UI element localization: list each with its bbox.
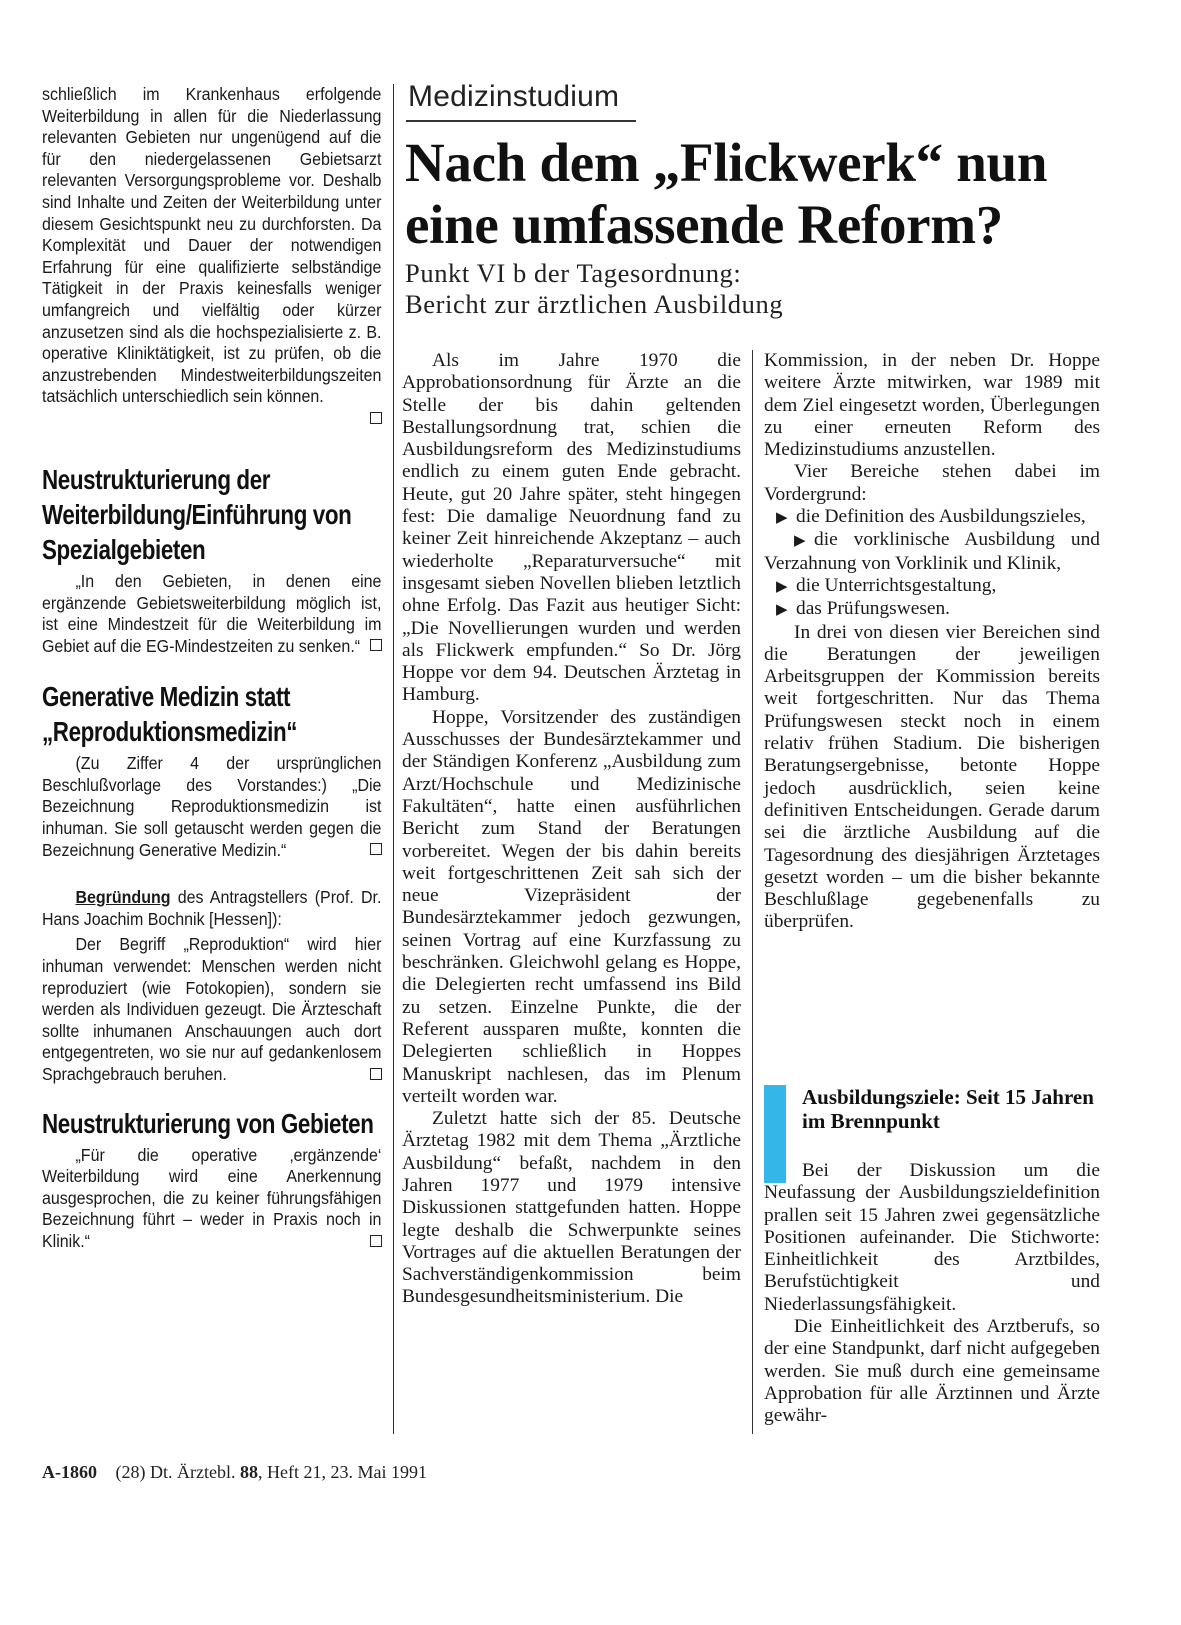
subsection-body: [764, 1160, 1100, 1428]
footer-suffix: , Heft 21, 23. Mai 1991: [257, 1462, 427, 1482]
page-footer: [42, 1462, 427, 1483]
left-paragraph-1: „In den Gebieten, in denen eine ergänzende Gebietsweiterbildung möglich ist, ist eine Mindestzeit für die Weiterbildung im Gebiet auf die EG-Mindestzeiten zu senken.“: [42, 570, 382, 656]
article-paragraph: Zuletzt hatte sich der 85. Deutsche Ärztetag 1982 mit dem Thema „Ärztliche Ausbildung“ befaßt, nachdem in den Jahren 1977 und 1979 intensive Diskussionen stattgefunden hatten. Hoppe legte deshalb die Schwerpunkte seines Vortrages auf die aktuellen Beratungen der Sachverständigenkommission beim Bundesgesundheitsministerium. Die: [402, 1108, 741, 1308]
bullet-text: das Prüfungswesen.: [796, 598, 951, 620]
page-code: A-1860: [42, 1462, 97, 1482]
begruendung-text: des Antragstellers (Prof. Dr. Hans Joachim Bochnik [Hessen]):: [42, 887, 382, 929]
bullet-item: [764, 598, 1100, 621]
bullet-text: die Definition des Ausbildungszieles,: [796, 506, 1086, 528]
bullet-item: [764, 529, 1100, 575]
article-paragraph: Bei der Diskussion um die Neufassung der Ausbildungszieldefinition prallen seit 15 Jahren zwei gegensätzliche Positionen aufeinander. Die Stichworte: Einheitlichkeit des Arztbildes, Berufstüchtigkeit und Niederlassungsfähigkeit.: [764, 1160, 1100, 1315]
footer-volume: 88: [239, 1462, 258, 1482]
article-paragraph: Die Einheitlichkeit des Arztberufs, so der eine Standpunkt, darf nicht aufgegeben werden. Sie muß durch eine gemeinsame Approbation für alle Ärztinnen und Ärzte gewähr-: [764, 1316, 1100, 1427]
end-mark-row: [42, 410, 382, 428]
bullet-item: [764, 506, 1100, 529]
article-paragraph: In drei von diesen vier Bereichen sind die Beratungen der jeweiligen Arbeitsgruppen der Kommission bereits weit fortgeschritten. Nur das Thema Prüfungswesen steckt noch in einem relativ frühen Stadium. Die bisherigen Beratungsergebnisse, betonte Hoppe jedoch ausdrücklich, seien keine definitiven Entscheidungen. Gerade darum sei die ärztliche Ausbildung auf die Tagesordnung des diesjährigen Ärztetages gesetzt worden – um die bisher bekannte Beschlußlage gegebenenfalls zu überprüfen.: [764, 621, 1100, 933]
left-paragraph-2: (Zu Ziffer 4 der ursprünglichen Beschlußvorlage des Vorstandes:) „Die Bezeichnung Reproduktionsmedizin ist inhuman. Sie soll getauscht werden gegen die Bezeichnung Generative Medizin.“: [42, 753, 382, 860]
triangle-bullet-icon: ▶: [776, 602, 788, 619]
left-paragraph-4: „Für die operative ‚ergänzende‘ Weiterbildung wird eine Anerkennung ausgesprochen, die zu keiner führungsfähigen Bezeichnung führt – weder in Praxis noch in Klinik.“: [42, 1144, 382, 1251]
bullet-item: [764, 575, 1100, 598]
section-heading-generative-medizin: Generative Medizin statt „Reproduktionsmedizin“: [42, 681, 298, 748]
left-column: [42, 84, 382, 1251]
column-rule-right: [752, 350, 753, 1434]
article-paragraph: Vier Bereiche stehen dabei im Vordergrund:: [764, 461, 1100, 505]
article-headline: Nach dem „Flickwerk“ nun eine umfassende Reform?: [405, 132, 1048, 255]
article-column-middle: [402, 350, 741, 1309]
left-intro-paragraph: schließlich im Krankenhaus erfolgende Weiterbildung in allen für die Niederlassung relevanten Gebieten nur ungenügend auf die für den niedergelassenen Gebietsarzt relevanten Versorgungsprobleme vor. Deshalb sind Inhalte und Zeiten der Weiterbildung unter diesem Gesichtspunkt neu zu durchforsten. Da Komplexität und Dauer der notwendigen Erfahrung für eine qualifizierte selbständige Tätigkeit in der Praxis keinesfalls weniger umfangreich und vielfältig oder kürzer anzusetzen sind als die hochspezialisierte z. B. operative Kliniktätigkeit, ist zu prüfen, ob die anzustrebenden Mindestweiterbildungszeiten tatsächlich unterschiedlich sein können.: [42, 84, 382, 407]
subsection-heading: Ausbildungsziele: Seit 15 Jahren im Brennpunkt: [802, 1085, 1094, 1133]
triangle-bullet-icon: ▶: [776, 510, 788, 527]
bullet-text: die vorklinische Ausbildung und Verzahnung von Vorklinik und Klinik,: [764, 529, 1100, 574]
article-paragraph: Als im Jahre 1970 die Approbationsordnung für Ärzte an die Stelle der bis dahin geltenden Bestallungsordnung trat, schien die Ausbildungsreform des Medizinstudiums endlich zu einem guten Ende gebracht. Heute, gut 20 Jahre später, steht hingegen fest: Die damalige Neuordnung fand zu keiner Zeit hinreichende Akzeptanz – auch wiederholte „Reparaturversuche“ mit insgesamt sieben Novellen blieben letztlich ohne Erfolg. Das Fazit aus heutiger Sicht: „Die Novellierungen wurden und werden als Flickwerk empfunden.“ So Dr. Jörg Hoppe vor dem 94. Deutschen Ärztetag in Hamburg.: [402, 350, 741, 706]
article-paragraph: Kommission, in der neben Dr. Hoppe weitere Ärzte mitwirken, war 1989 mit dem Ziel eingesetzt worden, Überlegungen zu einer erneuten Reform des Medizinstudiums anzustellen.: [764, 350, 1100, 461]
section-underline: [406, 120, 636, 122]
triangle-bullet-icon: ▶: [794, 533, 806, 550]
begruendung-label: Begründung: [75, 887, 171, 908]
subheadline-line-2: Bericht zur ärztlichen Ausbildung: [405, 289, 784, 319]
section-heading-gebiete: Neustrukturierung von Gebieten: [42, 1107, 374, 1139]
article-subheadline: [405, 258, 1145, 320]
column-rule-left: [393, 84, 394, 1434]
article-paragraph: Hoppe, Vorsitzender des zuständigen Ausschusses der Bundesärztekammer und der Ständigen Konferenz „Ausbildung zum Arzt/Hochschule und Medizinische Fakultäten“, hatte einen ausführlichen Bericht zum Stand der Beratungen vorbereitet. Wegen der bis dahin bereits weit fortgeschrittenen Zeit sah sich der neue Vizepräsident der Bundesärztekammer jedoch gezwungen, seinen Vortrag auf eine Kurzfassung zu beschränken. Gleichwohl gelang es Hoppe, die Delegierten recht umfassend ins Bild zu setzen. Einzelne Punkte, die der Referent aussparen mußte, konnten die Delegierten schließlich in Hoppes Manuskript nachlesen, das im Plenum verteilt worden war.: [402, 706, 741, 1107]
square-end-mark-icon: [370, 412, 382, 424]
section-heading-weiterbildung: Neustrukturierung der Weiterbildung/Einführung von Spezialgebieten: [42, 463, 352, 565]
left-paragraph-3: Der Begriff „Reproduktion“ wird hier inhuman verwendet: Menschen werden nicht reproduziert (wie Fotokopien), sondern sie werden als Individuen gezeugt. Die Ärzteschaft sollte inhumanen Anschauungen auch dort entgegentreten, wo sie nur auf gedankenlosem Sprachgebrauch beruhen.: [42, 934, 382, 1084]
section-label: Medizinstudium: [408, 80, 620, 113]
triangle-bullet-icon: ▶: [776, 578, 788, 595]
article-column-right: [764, 350, 1100, 934]
footer-prefix: (28) Dt. Ärztebl.: [115, 1462, 236, 1482]
bullet-text: die Unterrichtsgestaltung,: [796, 574, 997, 596]
subheadline-line-1: Punkt VI b der Tagesordnung:: [405, 258, 742, 288]
begruendung-paragraph: [42, 887, 381, 930]
